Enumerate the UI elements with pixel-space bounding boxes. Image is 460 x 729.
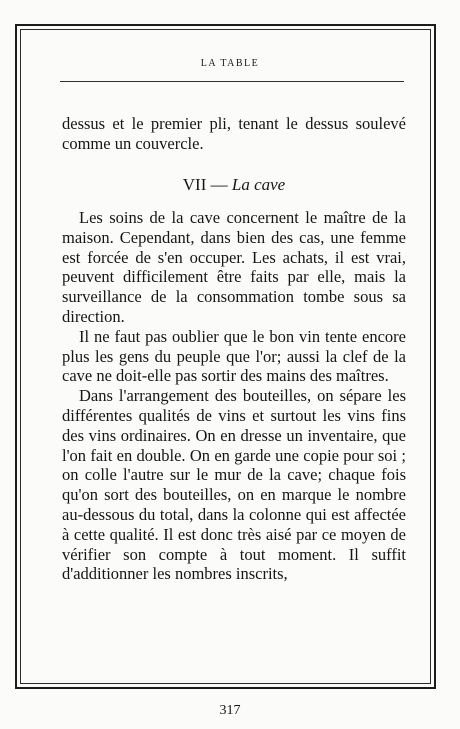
header-rule (60, 81, 404, 82)
paragraph: Il ne faut pas oublier que le bon vin tente encore plus les gens du peuple que l'or; aussi la clef de la cave ne doit-elle pas sortir des mains des maîtres. (62, 326, 406, 386)
page-number: 317 (219, 703, 241, 718)
running-header: LA TABLE (200, 58, 260, 69)
paragraph: Les soins de la cave concernent le maître de la maison. Cependant, dans bien des cas, une femme est forcée de s'en occuper. Les achats, il est vrai, peuvent difficilement être faits par elle, mais la surveillance de la consommation tombe sous sa direction. (62, 208, 406, 326)
section-number: VII — (182, 175, 228, 194)
section-title: La cave (231, 175, 286, 194)
paragraph: Dans l'arrangement des bouteilles, on sépare les différentes qualités de vins et surtout les vins fins des vins ordinaires. On en dresse un inventaire, que l'on fait en double. On en garde une copie pour soi ; on colle l'autre sur le mur de la cave; chaque fois qu'on sort des bouteilles, on en marque le nombre au-dessous du total, dans la colonne qui est affectée à cette qualité. Il est donc très aisé par ce moyen de vérifier son compte à tout moment. Il suffit d'additionner les nombres inscrits, (62, 386, 406, 584)
continuation-paragraph: dessus et le premier pli, tenant le dessus soulevé comme un couvercle. (62, 114, 406, 153)
section-heading (62, 175, 406, 195)
section-body (62, 208, 406, 584)
